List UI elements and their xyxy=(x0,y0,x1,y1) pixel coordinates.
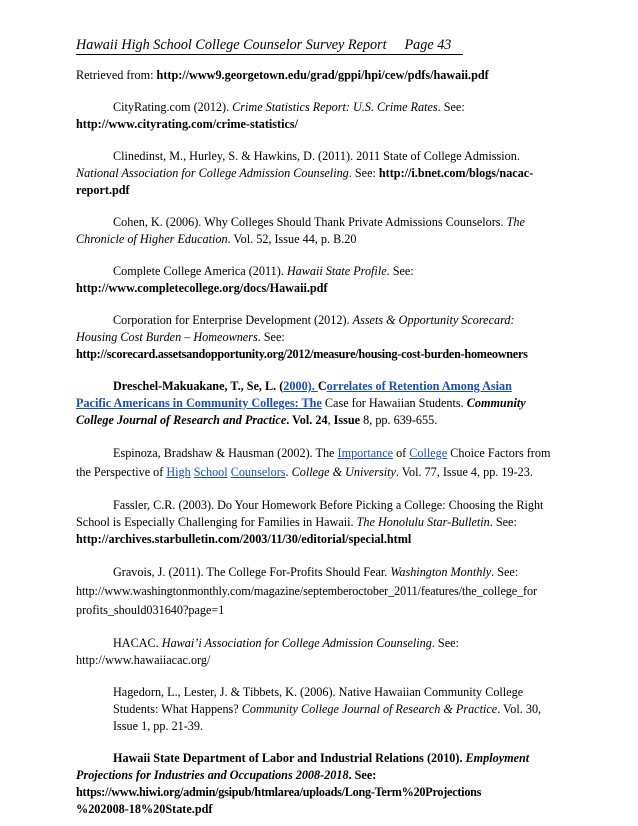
reference-hagedorn: Hagedorn, L., Lester, J. & Tibbets, K. (2006). Native Hawaiian Community College Students: What Happens? Community College Journal of Research & Practice. Vol. 30, Issue 1, pp. 21-39. xyxy=(113,685,542,733)
reference-link-counselors[interactable]: Counselors xyxy=(230,465,286,479)
reference-cityrating: CityRating.com (2012). Crime Statistics Report: U.S. Crime Rates. See: http://www.cityrating.com/crime-statistics/ xyxy=(76,100,465,131)
reference-cfed: Corporation for Enterprise Development (2012). Assets & Opportunity Scorecard: Housing Cost Burden – Homeowners. See: http://scorecard.assetsandopportunity.org/2012/measure/housing-cost-burden-homeowners xyxy=(76,313,528,361)
reference-title-link[interactable]: orrelates of Retention Among Asian xyxy=(326,379,512,393)
reference-hacac: HACAC. Hawai’i Association for College Admission Counseling. See: http://www.hawaiiacac.org/ xyxy=(76,636,459,667)
reference-url: http://www.washingtonmonthly.com/magazine/septemberoctober_2011/features/the_college_for xyxy=(76,584,537,598)
reference-complete-college: Complete College America (2011). Hawaii State Profile. See: http://www.completecollege.org/docs/Hawaii.pdf xyxy=(76,264,414,295)
reference-url: http://scorecard.assetsandopportunity.org/2012/measure/housing-cost-burden-homeowners xyxy=(76,347,528,361)
document-page xyxy=(76,36,566,818)
reference-year-link[interactable]: 2000). xyxy=(283,379,318,393)
reference-link-high[interactable]: High xyxy=(166,465,191,479)
reference-link-college[interactable]: College xyxy=(409,446,448,460)
reference-dreschel: Dreschel-Makuakane, T., Se, L. (2000). Correlates of Retention Among Asian Pacific Americans in Community Colleges: The Case for Hawaiian Students. Community College Journal of Research and Practice. Vol. 24, Issue 8, pp. 639-655. xyxy=(76,379,526,427)
reference-url: http://www.completecollege.org/docs/Hawaii.pdf xyxy=(76,281,328,295)
reference-fassler: Fassler, C.R. (2003). Do Your Homework Before Picking a College: Choosing the Right School is Especially Challenging for Families in Hawaii. The Honolulu Star-Bulletin. See: http://archives.starbulletin.com/2003/11/30/editorial/special.html xyxy=(76,498,544,546)
reference-clinedinst: Clinedinst, M., Hurley, S. & Hawkins, D. (2011). 2011 State of College Admission. National Association for College Admission Counseling. See: http://i.bnet.com/blogs/nacac- report.pdf xyxy=(76,149,534,197)
reference-url: https://www.hiwi.org/admin/gsipub/htmlarea/uploads/Long-Term%20Projections xyxy=(76,785,482,799)
reference-retrieved: Retrieved from: http://www9.georgetown.edu/grad/gppi/hpi/cew/pdfs/hawaii.pdf xyxy=(76,68,489,82)
reference-url: http://www.hawaiiacac.org/ xyxy=(76,653,211,667)
reference-url: http://archives.starbulletin.com/2003/11/30/editorial/special.html xyxy=(76,532,412,546)
reference-url: http://www9.georgetown.edu/grad/gppi/hpi/cew/pdfs/hawaii.pdf xyxy=(156,68,489,82)
reference-link-importance[interactable]: Importance xyxy=(337,446,394,460)
reference-url: http://i.bnet.com/blogs/nacac- xyxy=(378,166,534,180)
reference-url: http://www.cityrating.com/crime-statistics/ xyxy=(76,117,299,131)
reference-espinoza: Espinoza, Bradshaw & Hausman (2002). The Importance of College Choice Factors from the Perspective of High School Counselors. College & University. Vol. 77, Issue 4, pp. 19-23. xyxy=(76,446,551,479)
header-title: Hawaii High School College Counselor Survey Report xyxy=(76,37,387,53)
reference-title-link-cont[interactable]: Pacific Americans in Community Colleges: The xyxy=(76,396,322,410)
reference-cohen: Cohen, K. (2006). Why Colleges Should Thank Private Admissions Counselors. The Chronicle of Higher Education. Vol. 52, Issue 44, p. B.20 xyxy=(76,215,525,246)
page-header xyxy=(76,36,463,55)
reference-hawaii-dlir: Hawaii State Department of Labor and Industrial Relations (2010). Employment Projections for Industries and Occupations 2008-2018. See: https://www.hiwi.org/admin/gsipub/htmlarea/uploads/Long-Term%20Projections %202008-18%20State.pdf xyxy=(76,751,530,816)
header-page-number: Page 43 xyxy=(404,37,452,53)
reference-gravois: Gravois, J. (2011). The College For-Profits Should Fear. Washington Monthly. See: http://www.washingtonmonthly.com/magazine/septemberoctober_2011/features/the_college_for profits_should031640?page=1 xyxy=(76,565,537,617)
reference-link-school[interactable]: School xyxy=(193,465,228,479)
